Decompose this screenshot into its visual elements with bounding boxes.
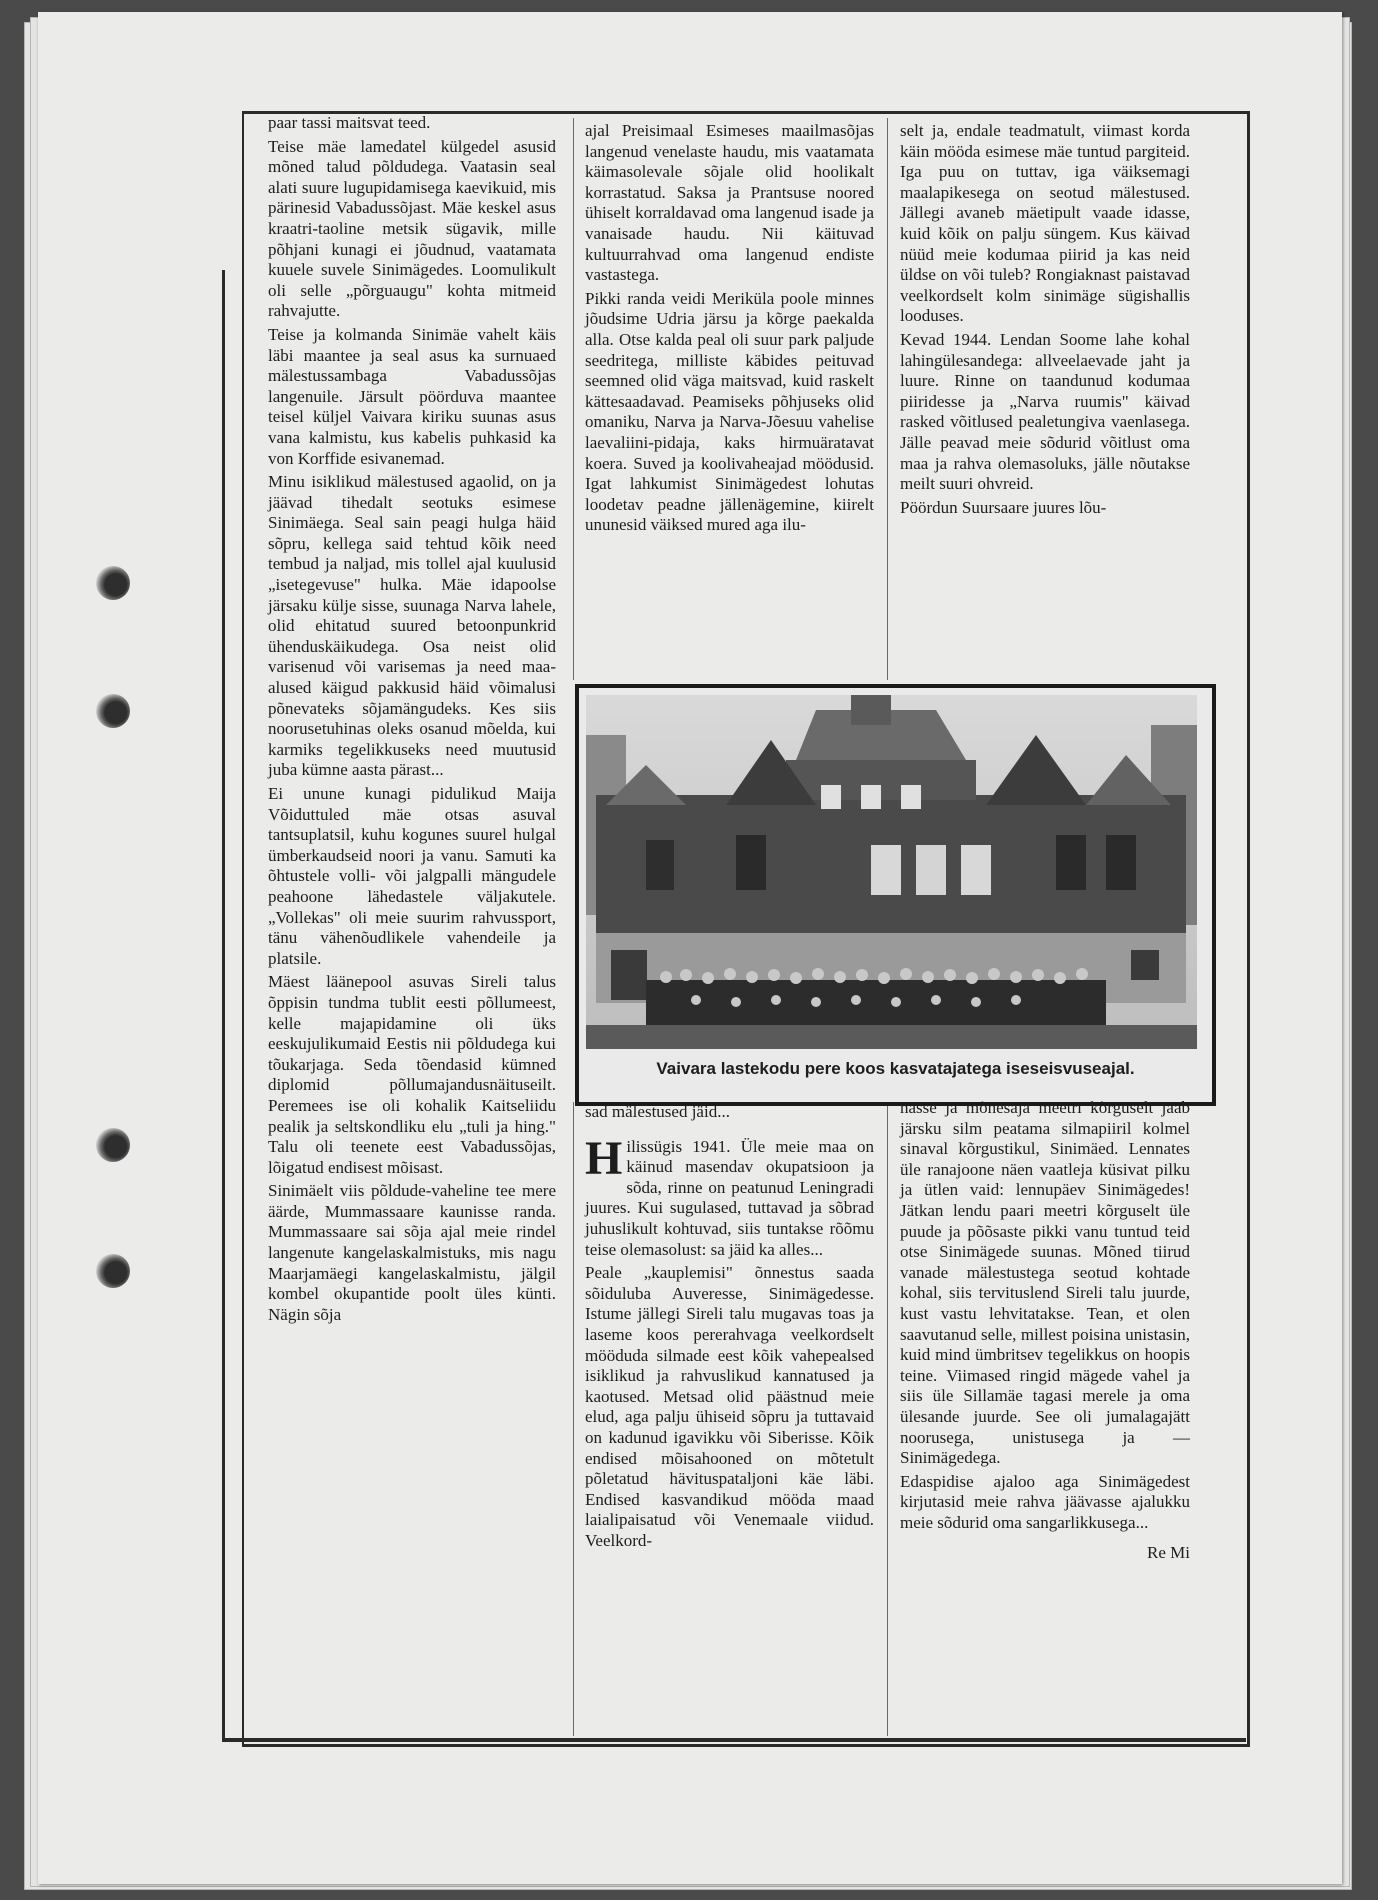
paragraph xyxy=(585,1131,874,1261)
frame-shadow-bottom xyxy=(222,1738,1246,1742)
paragraph: paar tassi maitsvat teed. xyxy=(268,113,431,132)
frame-shadow-left xyxy=(222,270,225,1742)
article-column-1 xyxy=(268,113,556,1328)
article-column-3-bottom xyxy=(900,1098,1190,1564)
binder-hole-1 xyxy=(96,566,130,600)
paragraph: sad mälestused jäid... xyxy=(585,1102,730,1121)
article-column-3-top xyxy=(900,121,1190,521)
paragraph: Ei unune kunagi pidulikud Maija Võiduttuled mäe otsas asuval tantsuplatsil, kuhu kogunes suurel hulgal ümberkaudseid noori ja vanu. Samuti ka õhtustele volli- või jalgpalli mängudele peahoone lähedastele väljakutele. „Vollekas" oli meie suurim rahvussport, tänu vähenõudlikele vahendeile ja platsile. xyxy=(268,784,556,968)
paragraph: Mäest läänepool asuvas Sireli talus õppisin tundma tublit eesti põllumeest, kelle majapidamine oli üks eeskujulikumaid Eestis nii põldudega kui tõukarjaga. Seda tõendasid kümned diplomid põllumajandusnäituseilt. Peremees ise oli kohalik Kaitseliidu pealik ja seltskondliku elu „tuli ja hing." Talu oli teenete eest Vabadussõjas, lõigatud endisest mõisast. xyxy=(268,972,556,1177)
paragraph: Teise ja kolmanda Sinimäe vahelt käis läbi maantee ja seal asus ka surnuaed mälestussambaga Vabadussõjas langenuile. Järsult pöörduva maantee teisel küljel Vaivara kiriku suunas asus vana kalmistu, kus kabelis puhkasid ka von Korffide esivanemad. xyxy=(268,324,556,468)
author-signature: Re Mi xyxy=(1147,1543,1190,1563)
column-rule-2 xyxy=(887,118,888,680)
paragraph: Pöördun Suursaare juures lõu- xyxy=(900,497,1107,517)
paragraph-text: ilissügis 1941. Üle meie maa on käinud masendav okupatsioon ja sõda, rinne on peatunud Leningradi juures. Kui sugulased, tuttavad ja sõbrad juhuslikult kohtuvad, siis tuntakse rõõmu teise olemasolust: sa jäid ka alles... xyxy=(585,1136,874,1259)
paragraph: Sinimäelt viis põldude-vaheline tee mere äärde, Mummassaare kaunisse randa. Mummassaare sai sõja ajal meie rindel langenute kangelaskalmistuks, mis nagu Maarjamäegi kangelaskalmistu, jälgil kombel okupantide poolt üles künti. Nägin sõja xyxy=(268,1181,556,1324)
paragraph: Teise mäe lamedatel külgedel asusid mõned talud põldudega. Vaatasin seal alati suure lugupidamisega kaevikuid, mis pärinesid Vabadussõjast. Mäe keskel asus kraatri-taoline metsik sügavik, mille põhjani kunagi ei jõudnud, vaatamata kuuele suvele Sinimägedes. Loomulikult oli selle „põrguaugu" kohta mitmeid rahvajutte. xyxy=(268,136,556,321)
paragraph: Minu isiklikud mälestused agaolid, on ja jäävad tihedalt seotuks esimese Sinimäega. Seal sain peagi hulga häid sõpru, kellega said tehtud kõik need tembud ja naljad, mis tollel ajal kuulusid „isetegevuse" hulka. Mäe idapoolse järsaku külje sisse, suunaga Narva lahele, olid ehitatud suured betoonpunkrid ühenduskäikudega. Osa neist olid varisenud või varisemas ja need maa-alused käigud pakkusid häid võimalusi põnevateks sõjamängudeks. Kes siis noorusetuhinas oleks osanud mõelda, kui karmiks tegelikkuseks need muutusid juba kümne aasta pärast... xyxy=(268,472,556,780)
orphanage-group-photo xyxy=(586,695,1197,1049)
paragraph: nasse ja mõnesaja meetri kõrguselt jääb järsku silm peatama silmapiiril kolmel sinaval kõrgustikul, Sinimäed. Lennates üle ranajoone näen vaatleja küsivat pilku ja ütlen vaid: lennupäev Sinimägedes! Jätkan lendu paari meetri kõrguselt üle puude ja põõsaste pikki vanu tuntud teid otse Sinimägede suunas. Mõned tiirud vanade mälestustega seotud kohtade kohal, siis tervituslend Sireli talu juurde, kust vastu lehvitatakse. Tean, et olen saavutanud selle, millest poisina unistasin, kuid mind ümbritsev tegelikkus on hoopis teine. Viimased ringid mägede vahel ja siis üle Sillamäe tagasi merele ja oma ülesande juurde. See oli jumalagajätt noorusega, unistusega ja — Sinimägedega. xyxy=(900,1098,1190,1468)
binder-hole-3 xyxy=(96,1128,130,1162)
paragraph: Peale „kauplemisi" õnnestus saada sõiduluba Auveresse, Sinimägedesse. Istume jällegi Sireli talu mugavas toas ja laseme koos pererahvaga veelkordselt mööduda silmade eest kõik vahepealsed isiklikud ja rahvuslikud kannatused ja kaotused. Metsad olid päästnud meie elud, aga palju ühiseid sõpru ja tuttavaid on kadunud igavikku või Siberisse. Kõik endised mõisahooned on mõtetult põletatud hävituspataljoni käe läbi. Endised kasvandikud mööda maad laialipaisatud või Venemaale viidud. Veelkord- xyxy=(585,1263,874,1550)
column-rule-3 xyxy=(573,1102,574,1736)
article-column-2-top xyxy=(585,121,874,539)
binder-hole-4 xyxy=(96,1254,130,1288)
paragraph: ajal Preisimaal Esimeses maailmasõjas langenud venelaste haudu, mis vaatamata käimasolevale sõjale olid hoolikalt korrastatud. Saksa ja Prantsuse noored ühiselt korraldavad oma langenud isade ja vanaisade haudu. Nii käituvad kultuurrahvad oma langenud endiste vastastega. xyxy=(585,121,874,285)
column-rule-4 xyxy=(887,1102,888,1736)
column-rule-1 xyxy=(573,118,574,680)
photo-figure xyxy=(575,684,1216,1106)
binder-hole-2 xyxy=(96,694,130,728)
drop-cap: H xyxy=(585,1131,623,1185)
paragraph: Edaspidise ajaloo aga Sinimägedest kirjutasid meie rahva jäävasse ajalukku meie sõdurid oma sangarlikkusega... xyxy=(900,1471,1190,1532)
paragraph: Pikki randa veidi Meriküla poole minnes jõudsime Udria järsu ja kõrge paekalda alla. Otse kalda peal oli suur park paljude seedritega, milliste käbides peituvad seemned olid väga maitsvad, kuid raskelt kättesaadavad. Peamiseks põhjuseks olid omaniku, Narva ja Narva-Jõesuu vahelise laevaliini-pidaja, kaks hirmuäratavat koera. Suved ja koolivaheajad möödusid. Igat lahkumist Sinimägedest lohutas loodetav peadne jällenägemine, kiirelt ununesid väiksed mured aga ilu- xyxy=(585,288,874,535)
article-column-2-bottom xyxy=(585,1102,874,1554)
photo-caption: Vaivara lastekodu pere koos kasvatajatega iseseisvuseajal. xyxy=(656,1059,1135,1078)
paragraph: Kevad 1944. Lendan Soome lahe kohal lahingülesandega: allveelaevade jaht ja luure. Rinne on taandunud kodumaa piiridesse ja „Narva ruumis" käivad rasked võitlused pealetungiva vaenlasega. Jälle peavad meie sõdurid võitlust oma maa ja rahva olemasoluks, jälle nõutakse meilt suuri ohvreid. xyxy=(900,329,1190,494)
paragraph: selt ja, endale teadmatult, viimast korda käin mööda esimese mäe tuntud pargiteid. Iga puu on tuttav, iga väiksemagi maalapikesega on seotud mälestused. Jällegi avaneb mäetipult vaade idasse, kuid kõik on palju süngem. Kus käivad nüüd meie kodumaa piirid ja kas neid üldse on või tuleb? Rongiaknast paistavad veelkordselt kolm sinimäge sügishallis looduses. xyxy=(900,121,1190,326)
